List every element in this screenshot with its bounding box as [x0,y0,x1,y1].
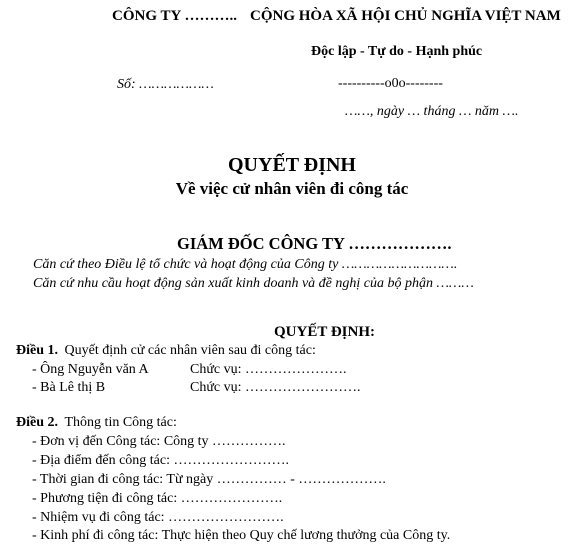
document-date: ……, ngày … tháng … năm …. [345,104,519,119]
article-2-item-transport: - Phương tiện đi công tác: …………………. [32,491,283,506]
document-number: Số: ……………… [117,77,214,92]
article-2 [16,415,177,431]
article-2-item-unit: - Đơn vị đến Công tác: Công ty ……………. [32,434,286,449]
national-motto: Độc lập - Tự do - Hạnh phúc [311,44,483,59]
article-1-label: Điều 1. [16,343,58,358]
company-name: CÔNG TY ……….. [112,8,238,24]
person-2-position: Chức vụ: ……………………. [190,380,361,395]
legal-basis-1: Căn cứ theo Điều lệ tổ chức và hoạt động của Công ty ………………………. [33,257,458,272]
person-2-name: - Bà Lê thị B [32,380,106,395]
person-1-position: Chức vụ: …………………. [190,362,347,377]
document-title: QUYẾT ĐỊNH [228,154,356,176]
person-1-name: - Ông Nguyễn văn A [32,362,149,377]
article-2-item-budget: - Kinh phí đi công tác: Thực hiện theo Quy chế lương thưởng của Công ty. [32,528,451,543]
decision-heading: QUYẾT ĐỊNH: [274,324,375,340]
article-2-item-location: - Địa điểm đến công tác: ……………………. [32,453,290,468]
authority-heading: GIÁM ĐỐC CÔNG TY ………………. [177,234,452,253]
article-1-text: Quyết định cử các nhân viên sau đi công tác: [64,343,316,358]
article-2-text: Thông tin Công tác: [64,415,177,430]
article-2-item-task: - Nhiệm vụ đi công tác: ……………………. [32,510,284,525]
article-2-label: Điều 2. [16,415,58,430]
article-1 [16,343,316,359]
legal-basis-2: Căn cứ nhu cầu hoạt động sản xuất kinh doanh và đề nghị của bộ phận ……… [33,276,474,291]
article-2-item-time: - Thời gian đi công tác: Từ ngày …………… - ………………. [32,472,386,487]
motto-separator: ----------o0o-------- [338,76,443,91]
document-subtitle: Về việc cử nhân viên đi công tác [175,179,409,198]
republic-title: CỘNG HÒA XÃ HỘI CHỦ NGHĨA VIỆT NAM [250,8,561,24]
